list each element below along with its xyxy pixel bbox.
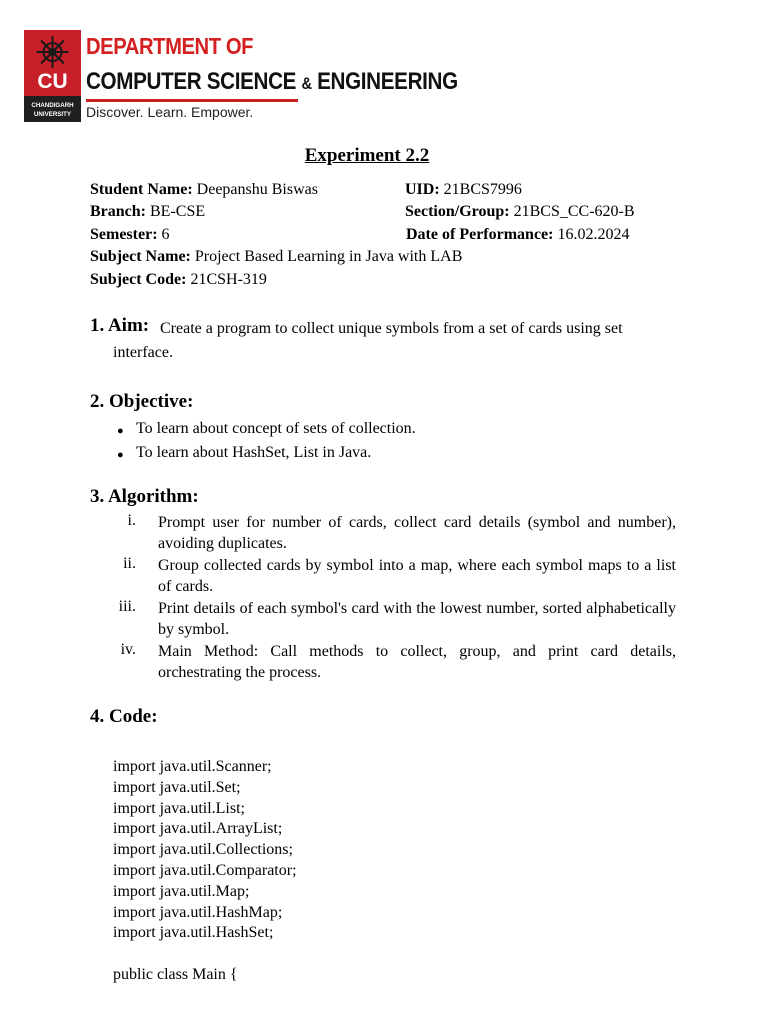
aim-text-line1: Create a program to collect unique symbols from a set of cards using set — [160, 320, 623, 337]
logo-text: CU — [37, 70, 68, 93]
code-line: import java.util.ArrayList; — [113, 820, 283, 838]
tagline: Discover. Learn. Empower. — [86, 104, 254, 120]
code-line: import java.util.HashSet; — [113, 924, 274, 942]
section-value: 21BCS_CC-620-B — [513, 203, 635, 220]
algo-step-3-num: iii. — [118, 598, 136, 615]
objective-heading: 2. Objective: — [90, 391, 194, 412]
algo-step-2-text: Group collected cards by symbol into a map, where each symbol maps to a list of cards. — [158, 557, 676, 596]
aim-heading: 1. Aim: — [90, 315, 150, 336]
logo-subtext-1: CHANDIGARH — [31, 102, 74, 109]
semester-value: 6 — [161, 226, 170, 243]
dop-value: 16.02.2024 — [557, 226, 630, 243]
code-line: import java.util.Comparator; — [113, 861, 297, 879]
section-label: Section/Group: — [405, 203, 510, 220]
subject-code-row — [90, 271, 267, 289]
department-title-line2 — [86, 68, 458, 96]
student-name-row — [90, 181, 318, 199]
dop-label: Date of Performance: — [406, 226, 554, 243]
subject-name-value: Project Based Learning in Java with LAB — [194, 248, 463, 265]
code-block — [113, 757, 297, 986]
semester-label: Semester: — [90, 226, 158, 243]
experiment-title-text: Experiment 2.2 — [304, 145, 430, 166]
student-name-value: Deepanshu Biswas — [196, 181, 318, 198]
section-row — [405, 203, 635, 221]
university-logo — [24, 30, 81, 122]
algo-step-2-num: ii. — [123, 555, 136, 572]
objective-item-2: To learn about HashSet, List in Java. — [136, 444, 372, 461]
objective-bullet-1-icon: ● — [117, 425, 124, 437]
code-line: public class Main { — [113, 965, 238, 983]
algo-step-1-num: i. — [127, 512, 136, 529]
dept-line2-amp: & — [301, 74, 312, 93]
uid-row — [405, 181, 522, 199]
date-of-performance-row — [406, 226, 629, 244]
branch-value: BE-CSE — [150, 203, 206, 220]
code-line — [113, 944, 297, 965]
code-line: import java.util.Set; — [113, 778, 241, 796]
subject-code-value: 21CSH-319 — [190, 271, 267, 288]
code-heading: 4. Code: — [90, 706, 158, 727]
uid-value: 21BCS7996 — [443, 181, 522, 198]
algo-step-4-num: iv. — [120, 641, 136, 658]
semester-row — [90, 226, 170, 244]
algo-step-3-text: Print details of each symbol's card with the lowest number, sorted alphabetically by symbol. — [158, 600, 676, 639]
dept-line2-main: COMPUTER SCIENCE — [86, 68, 302, 95]
code-line: import java.util.List; — [113, 799, 245, 817]
subject-name-row — [90, 248, 462, 266]
subject-name-label: Subject Name: — [90, 248, 191, 265]
objective-item-1: To learn about concept of sets of collection. — [136, 420, 416, 437]
department-title-line1: DEPARTMENT OF — [86, 33, 254, 59]
objective-bullet-2-icon: ● — [117, 449, 124, 461]
experiment-title — [0, 145, 734, 167]
student-name-label: Student Name: — [90, 181, 193, 198]
algo-step-1-text: Prompt user for number of cards, collect card details (symbol and number), avoiding duplicates. — [158, 514, 676, 553]
algorithm-heading: 3. Algorithm: — [90, 486, 199, 507]
logo-subtext-2: UNIVERSITY — [33, 111, 72, 118]
branch-row — [90, 203, 205, 221]
aim-text-line2: interface. — [113, 344, 173, 361]
code-line: import java.util.Scanner; — [113, 758, 272, 775]
code-line: import java.util.Map; — [113, 882, 250, 900]
logo-emblem-icon — [24, 30, 81, 122]
branch-label: Branch: — [90, 203, 146, 220]
algo-step-4-text: Main Method: Call methods to collect, group, and print card details, orchestrating the process. — [158, 643, 676, 682]
header-rule — [86, 99, 298, 102]
dept-line2-end: ENGINEERING — [311, 68, 458, 95]
code-line: import java.util.Collections; — [113, 841, 293, 859]
uid-label: UID: — [405, 181, 440, 198]
code-line: import java.util.HashMap; — [113, 903, 283, 921]
subject-code-label: Subject Code: — [90, 271, 187, 288]
